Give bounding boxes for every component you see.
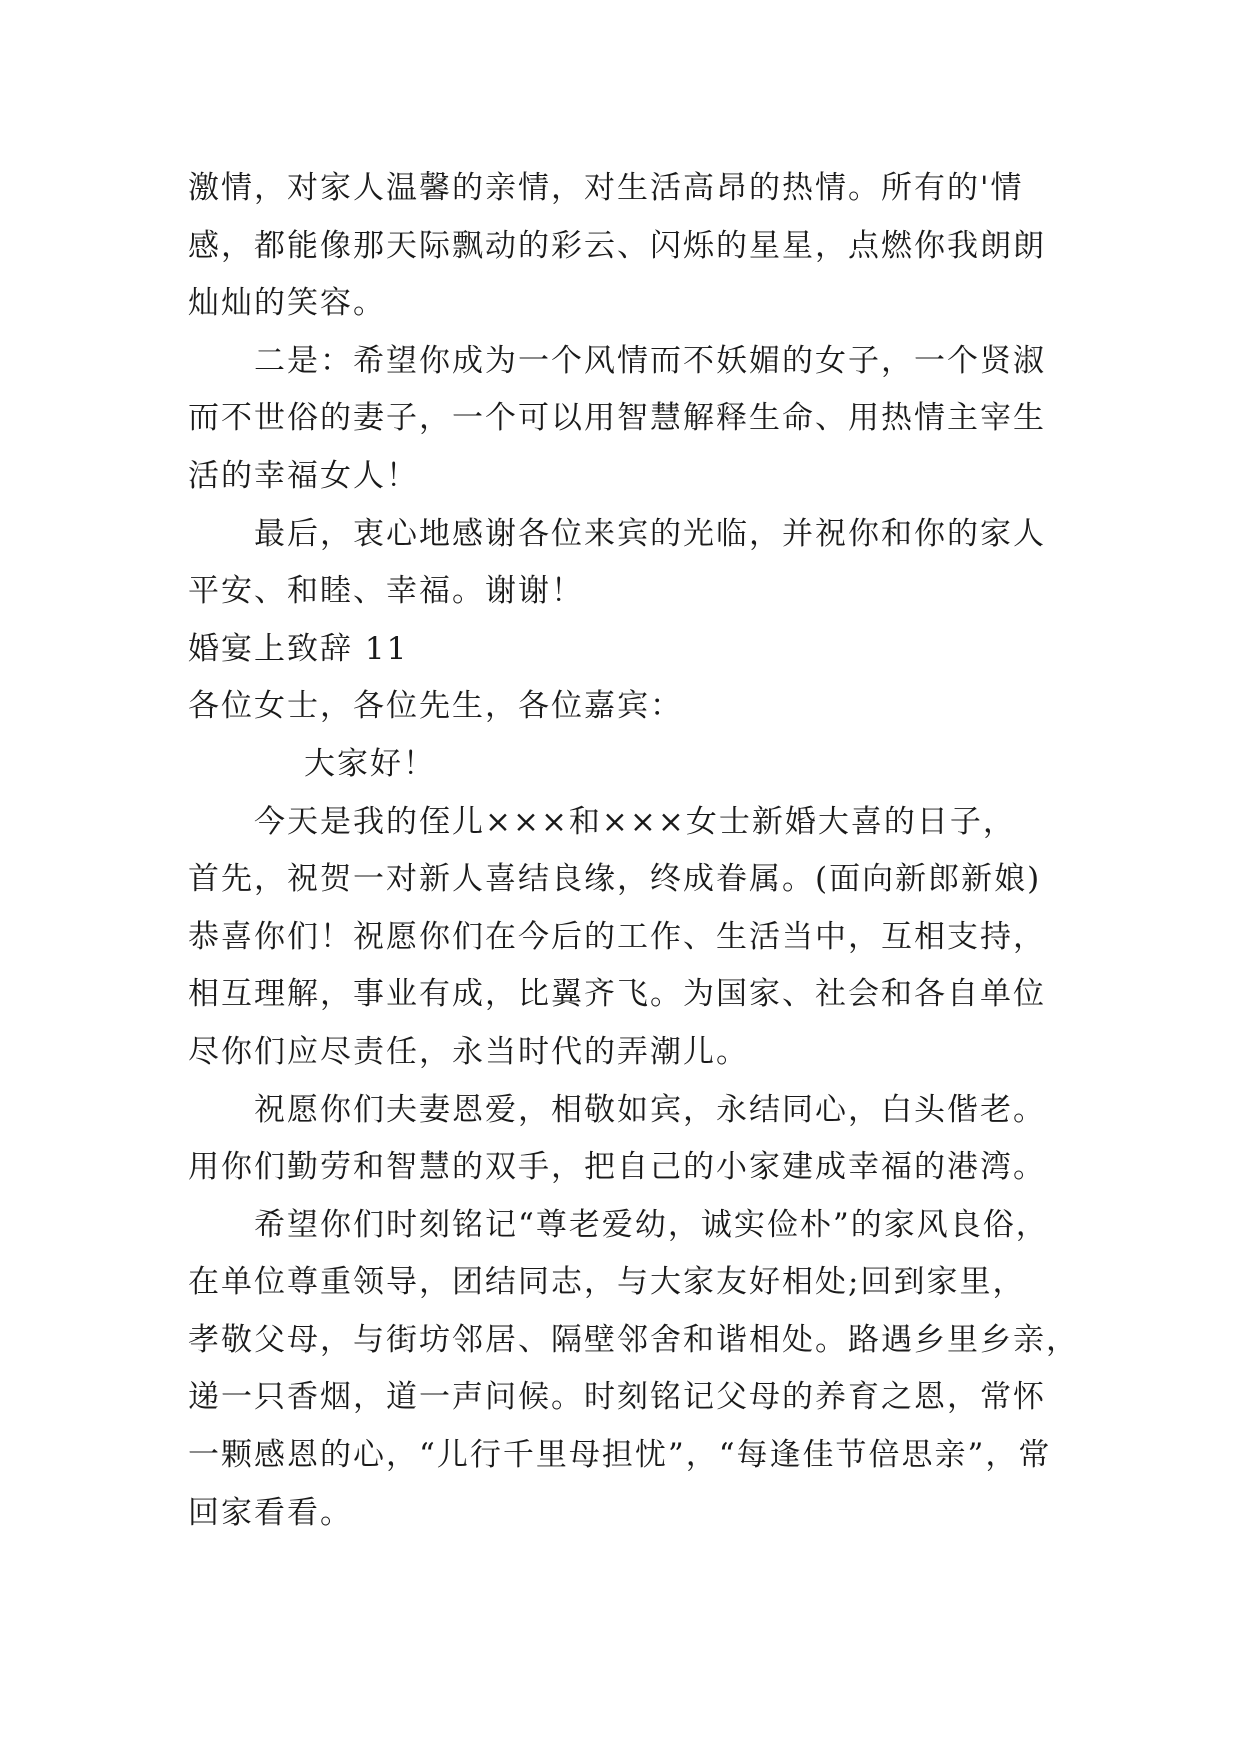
paragraph-line: 活的幸福女人！ <box>188 457 419 494</box>
paragraph-line: 尽你们应尽责任，永当时代的弄潮儿。 <box>188 1033 749 1070</box>
paragraph-line: 恭喜你们！祝愿你们在今后的工作、生活当中，互相支持， <box>188 918 1046 955</box>
paragraph-line: 回家看看。 <box>188 1494 353 1531</box>
paragraph-line: 今天是我的侄儿×××和×××女士新婚大喜的日子， <box>254 803 1016 840</box>
paragraph-line: 相互理解，事业有成，比翼齐飞。为国家、社会和各自单位 <box>188 976 1046 1013</box>
paragraph-line: 灿灿的笑容。 <box>188 285 386 322</box>
paragraph-line: 二是：希望你成为一个风情而不妖媚的女子，一个贤淑 <box>254 342 1046 379</box>
paragraph-line: 最后，衷心地感谢各位来宾的光临，并祝你和你的家人 <box>254 515 1046 552</box>
paragraph-line: 在单位尊重领导，团结同志，与大家友好相处;回到家里， <box>188 1264 1026 1301</box>
paragraph-line: 一颗感恩的心，“儿行千里母担忧”，“每逢佳节倍思亲”，常 <box>188 1437 1052 1474</box>
paragraph-line: 用你们勤劳和智慧的双手，把自己的小家建成幸福的港湾。 <box>188 1149 1046 1186</box>
paragraph-line: 激情，对家人温馨的亲情，对生活高昂的热情。所有的'情 <box>188 170 1024 206</box>
paragraph-line: 而不世俗的妻子，一个可以用智慧解释生命、用热情主宰生 <box>188 400 1046 437</box>
greeting: 大家好！ <box>304 745 436 782</box>
section-title: 婚宴上致辞 11 <box>188 630 409 667</box>
paragraph-line: 首先，祝贺一对新人喜结良缘，终成眷属。(面向新郎新娘) <box>188 861 1042 898</box>
paragraph-line: 孝敬父母，与街坊邻居、隔壁邻舍和谐相处。路遇乡里乡亲， <box>188 1321 1079 1358</box>
paragraph-line: 平安、和睦、幸福。谢谢！ <box>188 573 584 610</box>
salutation: 各位女士，各位先生，各位嘉宾： <box>188 688 683 725</box>
paragraph-line: 感，都能像那天际飘动的彩云、闪烁的星星，点燃你我朗朗 <box>188 227 1046 264</box>
paragraph-line: 希望你们时刻铭记“尊老爱幼，诚实俭朴”的家风良俗， <box>254 1206 1049 1243</box>
document-body <box>188 160 1079 1542</box>
paragraph-line: 递一只香烟，道一声问候。时刻铭记父母的养育之恩，常怀 <box>188 1379 1046 1416</box>
paragraph-line: 祝愿你们夫妻恩爱，相敬如宾，永结同心，白头偕老。 <box>254 1091 1046 1128</box>
